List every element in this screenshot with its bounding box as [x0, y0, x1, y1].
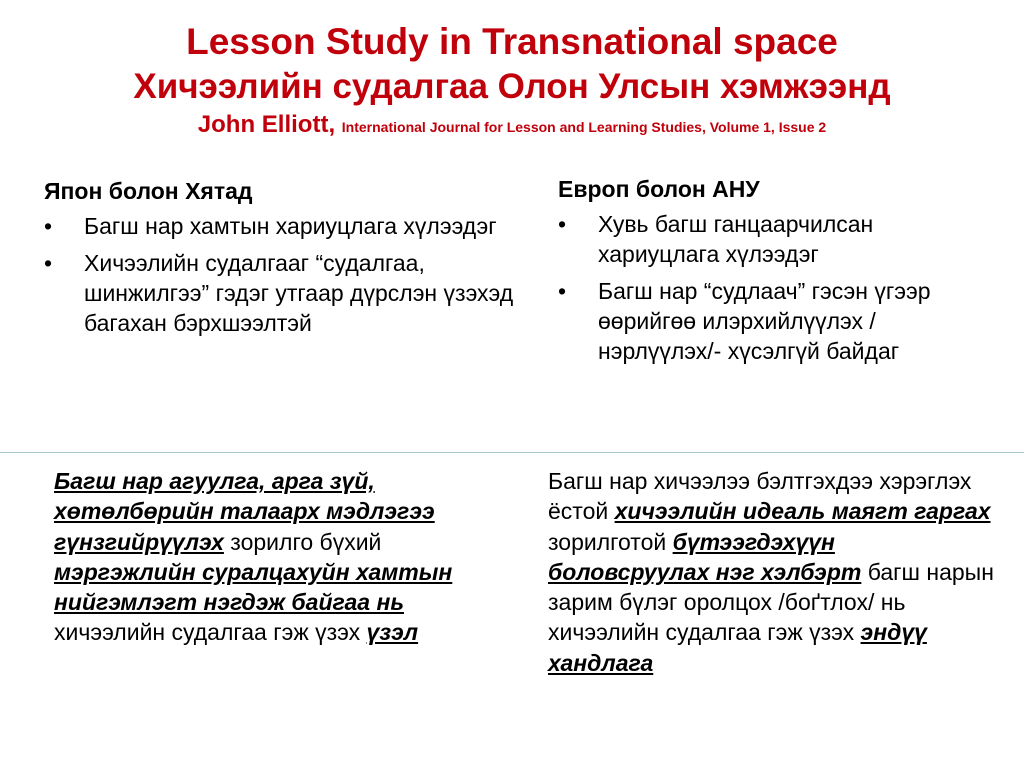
list-item [44, 211, 524, 241]
bullet-icon: • [558, 211, 567, 237]
list-item-text: Хувь багш ганцаарчилсан хариуцлага хүлээдэг [598, 211, 874, 267]
bullet-list [44, 211, 524, 338]
journal-name: International Journal for Lesson and Learning Studies, Volume 1, Issue 2 [341, 119, 827, 135]
bullet-icon: • [44, 213, 53, 239]
europe-usa-column [558, 174, 998, 373]
list-item [44, 248, 524, 338]
japan-china-column [44, 176, 524, 345]
title-english: Lesson Study in Transnational space [186, 21, 838, 62]
list-item [558, 276, 998, 366]
paragraph-text: зорилготой [548, 528, 673, 555]
emphasis-text: Багш нар агуулга, арга зүй, хөтөлбөрийн талаарх мэдлэгээ гүнзгийрүүлэх [54, 468, 435, 555]
column-heading: Европ болон АНУ [558, 176, 760, 202]
section-divider [0, 452, 1024, 453]
paragraph-text: хичээлийн судалгаа гэж үзэх [54, 619, 367, 646]
emphasis-text: үзэл [366, 619, 419, 646]
emphasis-text: хичээлийн идеаль маягт гаргах [614, 498, 991, 525]
bullet-icon: • [44, 250, 53, 276]
author-name: John Elliott, [197, 111, 336, 138]
list-item-text: Багш нар “судлаач” гэсэн үгээр өөрийгөө илэрхийлүүлэх /нэрлүүлэх/- хүсэлгүй байдаг [598, 278, 931, 364]
emphasis-text: мэргэжлийн суралцахуйн хамтын нийгэмлэгт нэгдэж байгаа нь [54, 558, 453, 616]
list-item-text: Багш нар хамтын хариуцлага хүлээдэг [84, 213, 497, 239]
learning-community-paragraph [54, 466, 494, 648]
column-heading: Япон болон Хятад [44, 178, 253, 204]
citation [0, 110, 1024, 142]
bullet-list [558, 209, 998, 366]
title-mongolian: Хичээлийн судалгаа Олон Улсын хэмжээнд [133, 67, 891, 106]
paragraph-text: Багш нар хичээлээ бэлтгэхдээ хэрэглэх ёстой [548, 468, 972, 525]
paragraph-text: багш нарын зарим бүлэг оролцох /боґтлох/ нь хичээлийн судалгаа гэж үзэх [548, 558, 994, 646]
list-item [558, 209, 998, 269]
emphasis-text: эндүү хандлага [548, 619, 927, 676]
lesson-product-paragraph [548, 466, 998, 678]
paragraph-text: зорилго бүхий [223, 528, 382, 555]
list-item-text: Хичээлийн судалгааг “судалгаа, шинжилгээ” гэдэг утгаар дүрслэн үзэхэд багахан бэрхшээлтэй [84, 250, 514, 336]
bullet-icon: • [558, 278, 567, 304]
emphasis-text: бүтээгдэхүүн боловсруулах нэг хэлбэрт [548, 528, 862, 585]
